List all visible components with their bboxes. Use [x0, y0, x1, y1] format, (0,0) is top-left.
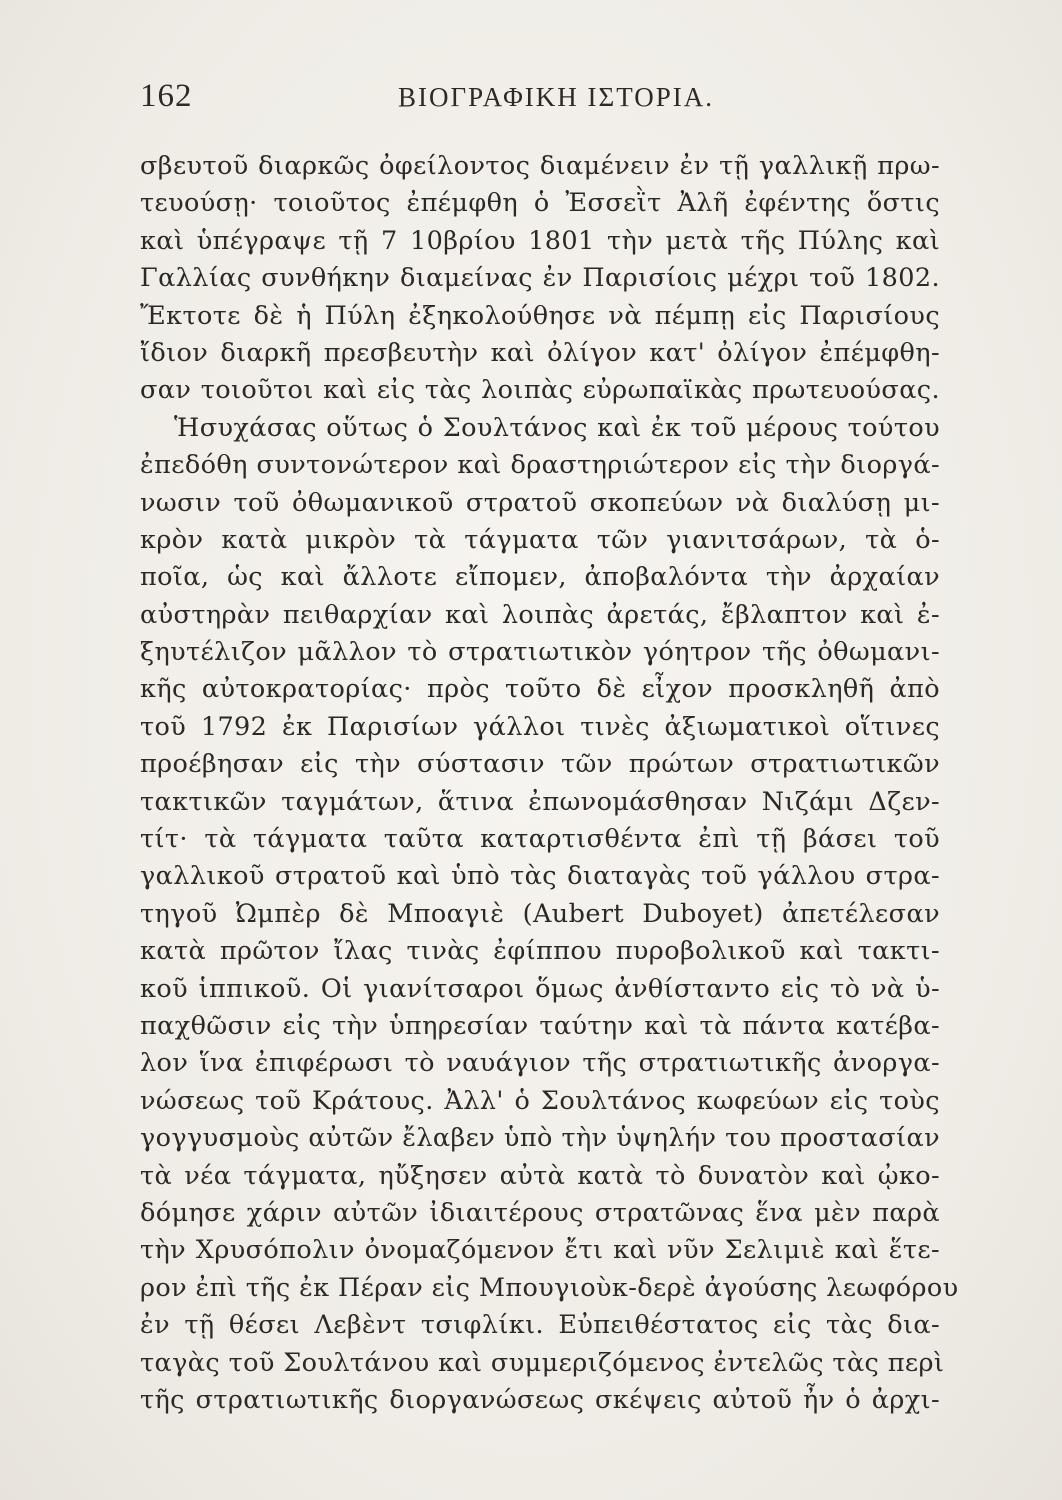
- text-line-24: παχθῶσιν εἰς τὴν ὑπηρεσίαν ταύτην καὶ τὰ πάντα κατέβα-: [140, 1010, 940, 1041]
- text-line-23: κοῦ ἱππικοῦ. Οἱ γιανίτσαροι ὅμως ἀνθίσταντο εἰς τὸ νὰ ὑ-: [140, 973, 940, 1004]
- text-line-10: νωσιν τοῦ ὀθωμανικοῦ στρατοῦ σκοπεύων νὰ διαλύσῃ μι-: [140, 487, 940, 518]
- text-line-34: τῆς στρατιωτικῆς διοργανώσεως σκέψεις αὐτοῦ ἦν ὁ ἀρχι-: [140, 1384, 940, 1415]
- text-line-11: κρὸν κατὰ μικρὸν τὰ τάγματα τῶν γιανιτσάρων, τὰ ὁ-: [140, 524, 940, 555]
- text-line-9: ἐπεδόθη συντονώτερον καὶ δραστηριώτερον εἰς τὴν διοργά-: [140, 450, 940, 481]
- text-line-7: σαν τοιοῦτοι καὶ εἰς τὰς λοιπὰς εὐρωπαϊκὰς πρωτευούσας.: [140, 375, 940, 406]
- page-number: 162: [140, 78, 193, 114]
- text-line-1: σβευτοῦ διαρκῶς ὀφείλοντος διαμένειν ἐν τῇ γαλλικῇ πρω-: [140, 151, 940, 181]
- text-line-14: ξηυτέλιζον μᾶλλον τὸ στρατιωτικὸν γόητρον τῆς ὀθωμανι-: [140, 637, 940, 668]
- text-line-4: Γαλλίας συνθήκην διαμείνας ἐν Παρισίοις μέχρι τοῦ 1802.: [140, 263, 940, 294]
- text-line-18: τακτικῶν ταγμάτων, ἅτινα ἐπωνομάσθησαν Νιζάμι Δζεν-: [140, 786, 940, 817]
- text-line-15: κῆς αὐτοκρατορίας· πρὸς τοῦτο δὲ εἶχον προσκληθῆ ἀπὸ: [140, 674, 940, 705]
- text-line-3: καὶ ὑπέγραψε τῇ 7 10βρίου 1801 τὴν μετὰ τῆς Πύλης καὶ: [140, 225, 940, 256]
- text-line-25: λον ἵνα ἐπιφέρωσι τὸ ναυάγιον τῆς στρατιωτικῆς ἀνοργα-: [140, 1048, 940, 1079]
- text-line-16: τοῦ 1792 ἐκ Παρισίων γάλλοι τινὲς ἀξιωματικοὶ οἵτινες: [140, 711, 940, 742]
- text-line-30: τὴν Χρυσόπολιν ὀνομαζόμενον ἔτι καὶ νῦν Σελιμιὲ καὶ ἕτε-: [140, 1235, 940, 1266]
- text-line-2: τευούσῃ· τοιοῦτος ἐπέμφθη ὁ Ἐσσεῒτ Ἀλῆ ἐφέντης ὅστις: [140, 188, 940, 219]
- page-header: [140, 70, 940, 120]
- text-line-6: ἴδιον διαρκῆ πρεσβευτὴν καὶ ὀλίγον κατ' ὀλίγον ἐπέμφθη-: [140, 337, 940, 368]
- text-line-20: γαλλικοῦ στρατοῦ καὶ ὑπὸ τὰς διαταγὰς τοῦ γάλλου στρα-: [140, 861, 940, 892]
- running-title: ΒΙΟΓΡΑΦΙΚΗ ΙΣΤΟΡΙΑ.: [398, 82, 715, 112]
- text-line-13: αὐστηρὰν πειθαρχίαν καὶ λοιπὰς ἀρετάς, ἔβλαπτον καὶ ἐ-: [140, 599, 940, 630]
- text-line-21: τηγοῦ Ὠμπὲρ δὲ Μποαγιὲ (Aubert Duboyet) ἀπετέλεσαν: [140, 898, 940, 929]
- text-line-26: νώσεως τοῦ Κράτους. Ἀλλ' ὁ Σουλτάνος κωφεύων εἰς τοὺς: [140, 1085, 940, 1116]
- body-text: [140, 148, 959, 1419]
- text-line-17: προέβησαν εἰς τὴν σύστασιν τῶν πρώτων στρατιωτικῶν: [140, 749, 940, 780]
- text-line-8: Ἡσυχάσας οὕτως ὁ Σουλτάνος καὶ ἐκ τοῦ μέρους τούτου: [174, 412, 940, 443]
- text-line-28: τὰ νέα τάγματα, ηὔξησεν αὐτὰ κατὰ τὸ δυνατὸν καὶ ᾠκο-: [140, 1160, 940, 1191]
- text-line-32: ἐν τῇ θέσει Λεβὲντ τσιφλίκι. Εὐπειθέστατος εἰς τὰς δια-: [140, 1310, 940, 1341]
- text-line-27: γογγυσμοὺς αὐτῶν ἔλαβεν ὑπὸ τὴν ὑψηλήν του προστασίαν: [140, 1123, 940, 1154]
- text-line-33: ταγὰς τοῦ Σουλτάνου καὶ συμμεριζόμενος ἐντελῶς τὰς περὶ: [140, 1347, 945, 1378]
- text-line-12: ποῖα, ὡς καὶ ἄλλοτε εἴπομεν, ἀποβαλόντα τὴν ἀρχαίαν: [140, 562, 940, 593]
- text-line-29: δόμησε χάριν αὐτῶν ἰδιαιτέρους στρατῶνας ἕνα μὲν παρὰ: [140, 1197, 940, 1228]
- text-line-19: τίτ· τὰ τάγματα ταῦτα καταρτισθέντα ἐπὶ τῇ βάσει τοῦ: [140, 824, 940, 855]
- text-line-22: κατὰ πρῶτον ἴλας τινὰς ἐφίππου πυροβολικοῦ καὶ τακτι-: [140, 936, 940, 967]
- text-line-31: ρον ἐπὶ τῆς ἐκ Πέραν εἰς Μπουγιοὺκ-δερὲ ἀγούσης λεωφόρου: [140, 1272, 959, 1303]
- text-line-5: Ἔκτοτε δὲ ἡ Πύλη ἐξηκολούθησε νὰ πέμπῃ εἰς Παρισίους: [140, 300, 940, 331]
